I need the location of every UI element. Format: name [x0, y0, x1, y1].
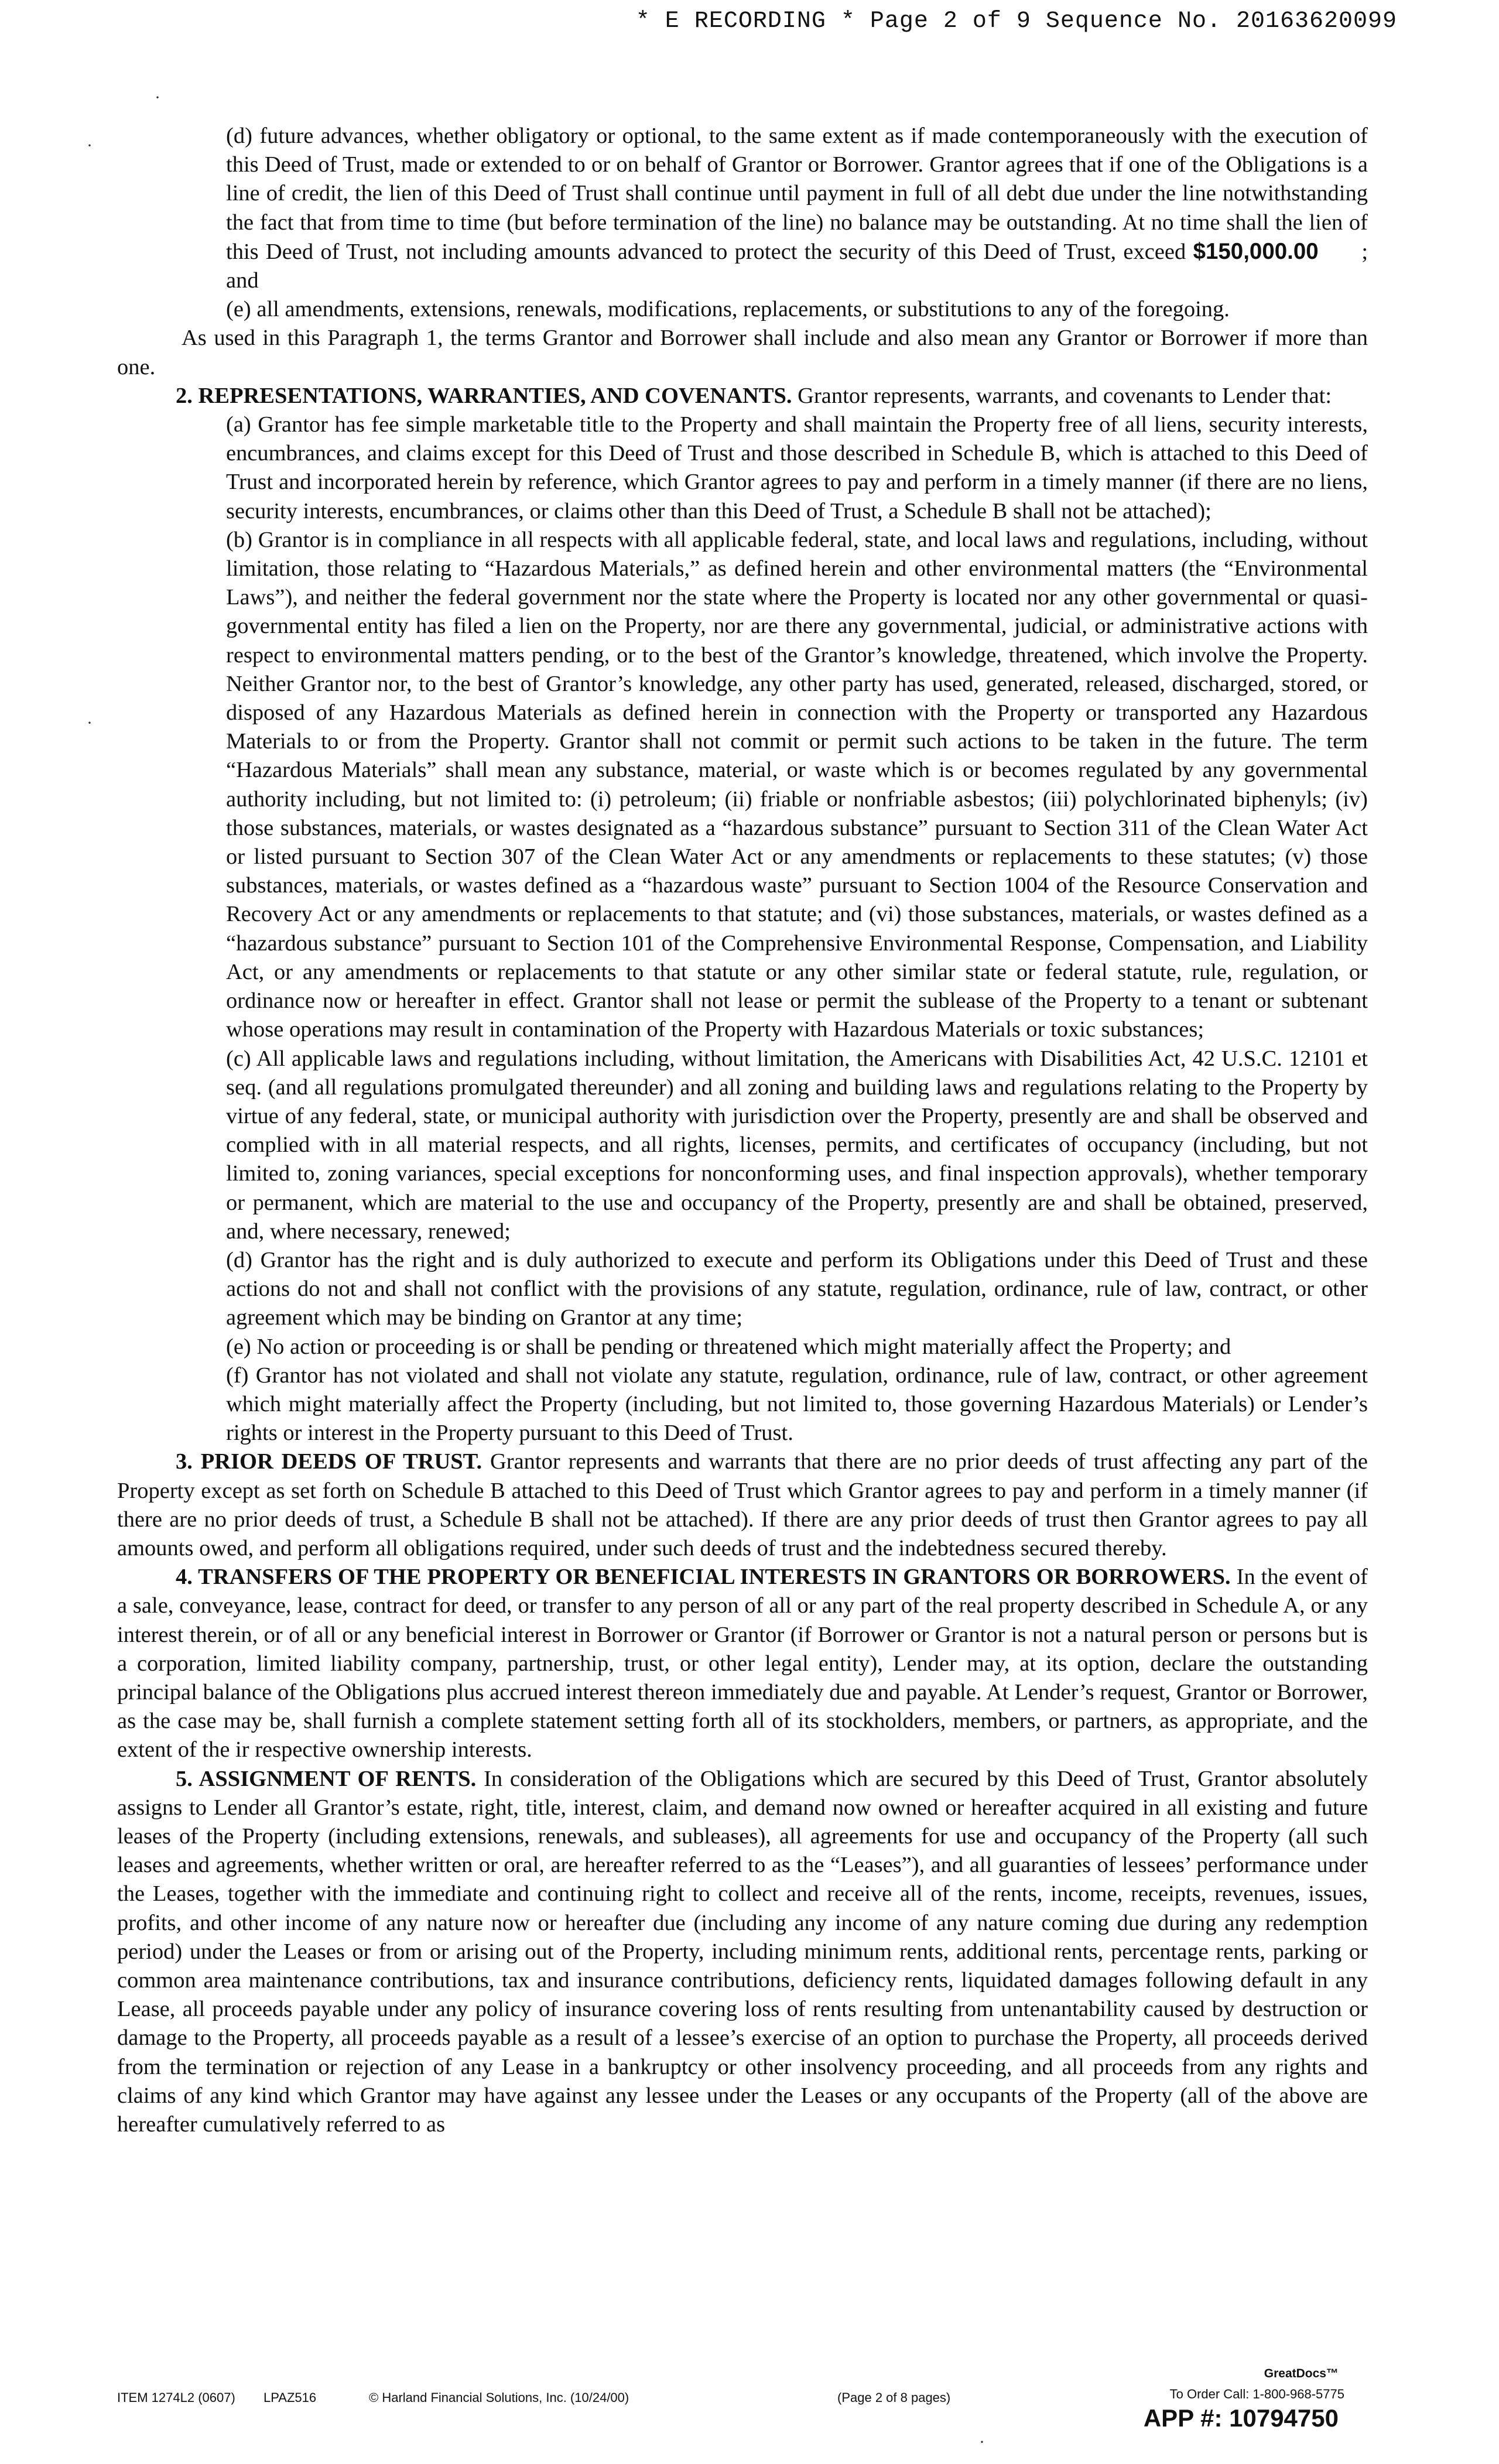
section-3-text: Grantor represents and warrants that there are no prior deeds of trust affecting any part of the Property except as set forth on Schedule B attached to this Deed of Trust which Grantor agrees to pay and perform in a timely manner (if there are no prior deeds of trust, a Schedule B shall not be attached). If there are any prior deeds of trust then Grantor agrees to pay all amounts owed, and perform all obligations required, under such deeds of trust and the indebtedness secured thereby.	[117, 1449, 1368, 1560]
scan-speck: ·	[155, 88, 160, 107]
clause-2a: (a) Grantor has fee simple marketable title to the Property and shall maintain the Property free of all liens, security interests, encumbrances, and claims except for this Deed of Trust and those described in Schedule B, which is attached to this Deed of Trust and incorporated herein by reference, which Grantor agrees to pay and perform in a timely manner (if there are no liens, security interests, encumbrances, or claims other than this Deed of Trust, a Schedule B shall not be attached);	[226, 412, 1368, 523]
clause-1e: (e) all amendments, extensions, renewals, modifications, replacements, or substitutions to any of the foregoing.	[226, 297, 1230, 322]
section-2	[117, 382, 1368, 410]
section-4-heading: 4. TRANSFERS OF THE PROPERTY OR BENEFICIAL INTERESTS IN GRANTORS OR BORROWERS.	[176, 1565, 1231, 1590]
scan-speck: ·	[87, 713, 93, 733]
document-body	[117, 122, 1368, 2139]
footer-copyright: © Harland Financial Solutions, Inc. (10/24/00)	[369, 2390, 629, 2405]
para1-closing: As used in this Paragraph 1, the terms Grantor and Borrower shall include and also mean any Grantor or Borrower if more than one.	[117, 326, 1368, 379]
section-5-heading: 5. ASSIGNMENT OF RENTS.	[176, 1766, 477, 1791]
clause-1d-end: ; and	[226, 239, 1368, 293]
clause-1d-text: (d) future advances, whether obligatory or optional, to the same extent as if made contemporaneously with the execution of this Deed of Trust, made or extended to or on behalf of Grantor or Borrower. Grantor agrees that if one of the Obligations is a line of credit, the lien of this Deed of Trust shall continue until payment in full of all debt due under the line notwithstanding the fact that from time to time (but before termination of the line) no balance may be outstanding. At no time shall the lien of this Deed of Trust, not including amounts advanced to protect the security of this Deed of Trust, exceed	[226, 124, 1368, 264]
footer-brand: GreatDocs™	[1264, 2367, 1339, 2380]
clause-2e: (e) No action or proceeding is or shall be pending or threatened which might materially affect the Property; and	[226, 1334, 1231, 1359]
lien-amount: $150,000.00	[1193, 238, 1319, 264]
section-3	[117, 1447, 1368, 1563]
section-4	[117, 1563, 1368, 1764]
section-5-text: In consideration of the Obligations which are secured by this Deed of Trust, Grantor absolutely assigns to Lender all Grantor’s estate, right, title, interest, claim, and demand now owned or hereafter acquired in all existing and future leases of the Property (including extensions, renewals, and subleases), all agreements for use and occupancy of the Property (all such leases and agreements, whether written or oral, are hereafter referred to as the “Leases”), and all guaranties of lessees’ performance under the Leases, together with the immediate and continuing right to collect and receive all of the rents, income, receipts, revenues, issues, profits, and other income of any nature now or hereafter due (including any income of any nature coming due during any redemption period) under the Leases or from or arising out of the Property, including minimum rents, additional rents, percentage rents, parking or common area maintenance contributions, tax and insurance contributions, deficiency rents, liquidated damages following default in any Lease, all proceeds payable under any policy of insurance covering loss of rents resulting from untenantability caused by destruction or damage to the Property, all proceeds payable as a result of a lessee’s exercise of an option to purchase the Property, all proceeds derived from the termination or rejection of any Lease in a bankruptcy or other insolvency proceeding, and all proceeds from any rights and claims of any kind which Grantor may have against any lessee under the Leases or any occupants of the Property (all of the above are hereafter cumulatively referred to as	[117, 1766, 1368, 2137]
scan-speck: ·	[87, 136, 93, 155]
footer-item-number: ITEM 1274L2 (0607)	[117, 2390, 235, 2405]
clause-2d: (d) Grantor has the right and is duly authorized to execute and perform its Obligations under this Deed of Trust and these actions do not and shall not conflict with the provisions of any statute, regulation, ordinance, rule of law, contract, or other agreement which may be binding on Grantor at any time;	[226, 1247, 1368, 1330]
footer-order-phone: To Order Call: 1-800-968-5775	[1169, 2387, 1344, 2401]
clause-2f: (f) Grantor has not violated and shall not violate any statute, regulation, ordinance, rule of law, contract, or other agreement which might materially affect the Property (including, but not limited to, those governing Hazardous Materials) or Lender’s rights or interest in the Property pursuant to this Deed of Trust.	[226, 1363, 1368, 1446]
footer-form-code: LPAZ516	[263, 2390, 317, 2405]
section-5	[117, 1765, 1368, 2140]
section-3-heading: 3. PRIOR DEEDS OF TRUST.	[176, 1449, 482, 1474]
clause-2b: (b) Grantor is in compliance in all respects with all applicable federal, state, and local laws and regulations, including, without limitation, those relating to “Hazardous Materials,” as defined herein and other environmental matters (the “Environmental Laws”), and neither the federal government nor the state where the Property is located nor any other governmental or quasi-governmental entity has filed a lien on the Property, nor are there any governmental, judicial, or administrative actions with respect to environmental matters pending, or to the best of the Grantor’s knowledge, threatened, which involve the Property. Neither Grantor nor, to the best of Grantor’s knowledge, any other party has used, generated, released, discharged, stored, or disposed of any Hazardous Materials as defined herein in connection with the Property or transported any Hazardous Materials to or from the Property. Grantor shall not commit or permit such actions to be taken in the future. The term “Hazardous Materials” shall mean any substance, material, or waste which is or becomes regulated by any governmental authority including, but not limited to: (i) petroleum; (ii) friable or nonfriable asbestos; (iii) polychlorinated biphenyls; (iv) those substances, materials, or wastes designated as a “hazardous substance” pursuant to Section 311 of the Clean Water Act or listed pursuant to Section 307 of the Clean Water Act or any amendments or replacements to these statutes; (v) those substances, materials, or wastes defined as a “hazardous waste” pursuant to Section 1004 of the Resource Conservation and Recovery Act or any amendments or replacements to that statute; and (vi) those substances, materials, or wastes defined as a “hazardous substance” pursuant to Section 101 of the Comprehensive Environmental Response, Compensation, and Liability Act, or any amendments or replacements to that statute or any other similar state or federal statute, rule, regulation, or ordinance now or hereafter in effect. Grantor shall not lease or permit the sublease of the Property to a tenant or subtenant whose operations may result in contamination of the Property with Hazardous Materials or toxic substances;	[226, 527, 1368, 1042]
footer-page-count: (Page 2 of 8 pages)	[837, 2390, 951, 2405]
clause-2c: (c) All applicable laws and regulations including, without limitation, the Americans with Disabilities Act, 42 U.S.C. 12101 et seq. (and all regulations promulgated thereunder) and all zoning and building laws and regulations relating to the Property by virtue of any federal, state, or municipal authority with jurisdiction over the Property, presently are and shall be observed and complied with in all material respects, and all rights, licenses, permits, and certificates of occupancy (including, but not limited to, zoning variances, special exceptions for nonconforming uses, and final inspection approvals), whether temporary or permanent, which are material to the use and occupancy of the Property, presently are and shall be obtained, preserved, and, where necessary, renewed;	[226, 1046, 1368, 1244]
scan-speck: ·	[979, 2432, 985, 2452]
application-number: APP #: 10794750	[1143, 2404, 1339, 2432]
recording-header: * E RECORDING * Page 2 of 9 Sequence No. 20163620099	[635, 8, 1397, 35]
section-2-heading: 2. REPRESENTATIONS, WARRANTIES, AND COVENANTS.	[176, 383, 792, 408]
clause-1d	[117, 122, 1368, 295]
section-4-text: In the event of a sale, conveyance, lease, contract for deed, or transfer to any person of all or any part of the real property described in Schedule A, or any interest therein, or of all or any beneficial interest in Borrower or Grantor (if Borrower or Grantor is not a natural person or persons but is a corporation, limited liability company, partnership, trust, or other legal entity), Lender may, at its option, declare the outstanding principal balance of the Obligations plus accrued interest thereon immediately due and payable. At Lender’s request, Grantor or Borrower, as the case may be, shall furnish a complete statement setting forth all of its stockholders, members, or partners, as appropriate, and the extent of the ir respective ownership interests.	[117, 1565, 1368, 1763]
section-2-intro: Grantor represents, warrants, and covenants to Lender that:	[798, 383, 1332, 408]
form-footer	[117, 2367, 1368, 2437]
